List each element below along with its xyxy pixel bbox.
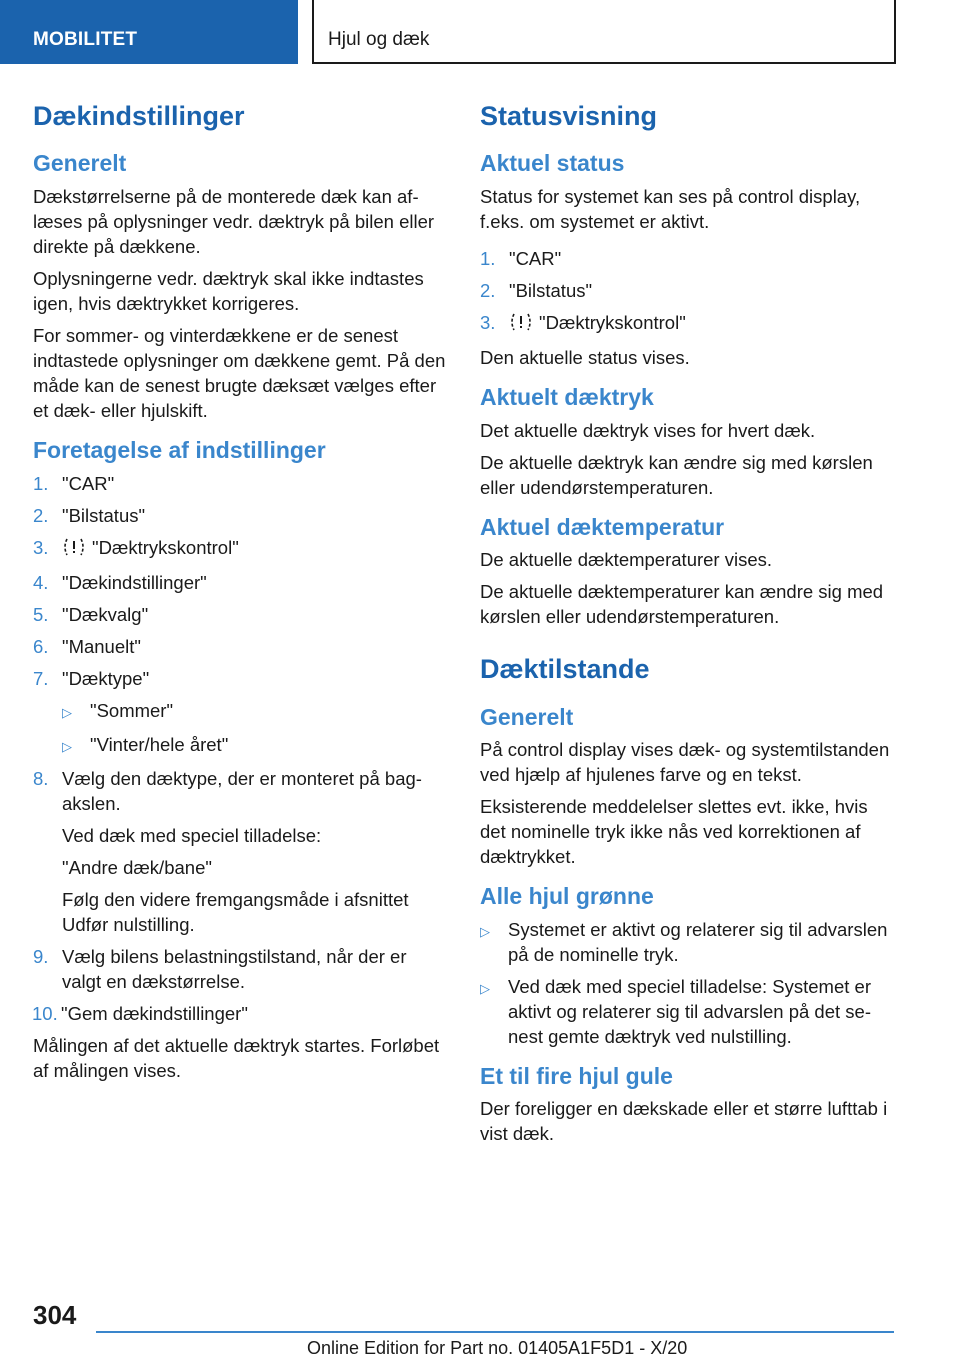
step-number: 3. bbox=[480, 311, 496, 333]
step-text: "Bilstatus" bbox=[62, 504, 146, 526]
step-text: Vælg den dæktype, der er monteret på bagakslen. bbox=[62, 767, 422, 814]
settings-closing: Målingen af det aktuelle dæktryk startes. Forløbet af målingen vises. bbox=[33, 1034, 440, 1081]
step-note: Ved dæk med speciel tilladelse: bbox=[62, 824, 322, 846]
step-number: 3. bbox=[33, 536, 49, 558]
step-text: "Dæktype" bbox=[62, 667, 150, 689]
triangle-bullet-icon: ▷ bbox=[62, 704, 72, 720]
list-item bbox=[33, 666, 448, 691]
chapter-title: Hjul og dæk bbox=[312, 0, 896, 64]
right-column bbox=[480, 100, 895, 1153]
step-number: 2. bbox=[480, 279, 496, 301]
current-pressure-paragraph: De aktuelle dæktryk kan ændre sig med kørslen eller udendørstemperaturen. bbox=[480, 451, 873, 498]
step-number: 6. bbox=[33, 635, 49, 657]
list-item bbox=[33, 634, 448, 659]
list-item: ▷ Ved dæk med speciel tilladelse: Systemet er aktivt og relaterer sig til advarslen på det senest gemte dæktryk ved nulstilling. bbox=[480, 975, 871, 1047]
step-number: 4. bbox=[33, 571, 49, 593]
states-general-heading: Generelt bbox=[480, 703, 574, 730]
list-item: ▷ "Sommer" bbox=[62, 698, 448, 725]
list-item bbox=[480, 310, 895, 338]
step-note: "Andre dæk/bane" bbox=[62, 856, 212, 878]
general-paragraph: For sommer- og vinterdækkene er de senest indtastede oplysninger om dækkene gemt. På den måde kan de senest brugte dæksæt vælges efter et dæk- eller hjulskift. bbox=[33, 324, 446, 421]
step-text: "Dækvalg" bbox=[62, 603, 149, 625]
settings-steps bbox=[33, 471, 448, 691]
step-note: Følg den videre fremgangsmåde i afsnittet Udfør nulstilling. bbox=[62, 888, 409, 935]
settings-heading: Foretagelse af indstillinger bbox=[33, 436, 326, 463]
page-number: 304 bbox=[33, 1300, 77, 1330]
step-text: "Manuelt" bbox=[62, 635, 141, 657]
step-text: "Gem dækindstillinger" bbox=[61, 1002, 248, 1024]
tire-type-options bbox=[33, 698, 448, 759]
current-pressure-heading: Aktuelt dæktryk bbox=[480, 383, 654, 410]
step-text: "Dækindstillinger" bbox=[62, 571, 207, 593]
current-status-heading: Aktuel status bbox=[480, 150, 625, 177]
triangle-bullet-icon: ▷ bbox=[480, 923, 490, 939]
section-tab: MOBILITET bbox=[0, 0, 298, 64]
current-status-steps bbox=[480, 246, 895, 338]
step-number: 5. bbox=[33, 603, 49, 625]
step-number: 1. bbox=[480, 247, 496, 269]
current-status-after: Den aktuelle status vises. bbox=[480, 346, 690, 368]
step-text: "Dæktrykskontrol" bbox=[92, 536, 239, 558]
list-item bbox=[33, 766, 448, 937]
status-display-title: Statusvisning bbox=[480, 101, 658, 131]
list-item bbox=[33, 471, 448, 496]
list-item bbox=[480, 278, 895, 303]
general-paragraph: Oplysningerne vedr. dæktryk skal ikke indtastes igen, hvis dæktrykket korrigeres. bbox=[33, 267, 424, 314]
general-paragraph: Dækstørrelserne på de monterede dæk kan aflæses på oplysninger vedr. dæktryk på bilen eller direkte på dækkene. bbox=[33, 185, 435, 257]
step-text: "CAR" bbox=[62, 472, 115, 494]
current-pressure-paragraph: Det aktuelle dæktryk vises for hvert dæk. bbox=[480, 419, 816, 441]
list-item bbox=[480, 246, 895, 271]
step-number: 9. bbox=[33, 945, 49, 967]
yellow-heading: Et til fire hjul gule bbox=[480, 1062, 673, 1089]
list-item bbox=[33, 1001, 448, 1026]
current-status-intro: Status for systemet kan ses på control display, f.eks. om systemet er aktivt. bbox=[480, 185, 861, 232]
page-header bbox=[0, 0, 960, 66]
all-green-heading: Alle hjul grønne bbox=[480, 883, 654, 910]
yellow-paragraph: Der foreligger en dækskade eller et større lufttab i vist dæk. bbox=[480, 1098, 888, 1145]
states-general-paragraph: På control display vises dæk- og systemtilstanden ved hjælp af hjulenes farve og en tekst. bbox=[480, 739, 890, 786]
list-item: ▷ Systemet er aktivt og relaterer sig til advarslen på de nominelle tryk. bbox=[480, 918, 888, 965]
step-text: "Dæktrykskontrol" bbox=[539, 311, 686, 333]
step-text: "Bilstatus" bbox=[509, 279, 593, 301]
list-item bbox=[33, 503, 448, 528]
list-item bbox=[33, 602, 448, 627]
step-number: 1. bbox=[33, 472, 49, 494]
step-text: Vælg bilens belastningstilstand, når der er valgt en dækstørrelse. bbox=[62, 945, 407, 992]
list-item: ▷ "Vinter/hele året" bbox=[62, 732, 448, 759]
step-number: 8. bbox=[33, 767, 49, 789]
step-number: 10. bbox=[32, 1002, 58, 1024]
footer-divider bbox=[96, 1331, 894, 1333]
triangle-bullet-icon: ▷ bbox=[480, 980, 490, 996]
tire-settings-title: Dækindstillinger bbox=[33, 101, 245, 131]
list-item bbox=[33, 535, 448, 563]
current-temperature-paragraph: De aktuelle dæktemperaturer kan ændre sig med kørslen eller udendørstemperaturen. bbox=[480, 581, 884, 628]
step-number: 7. bbox=[33, 667, 49, 689]
tire-pressure-warning-icon bbox=[62, 537, 86, 563]
tire-states-title: Dæktilstande bbox=[480, 654, 650, 685]
states-general-paragraph: Eksisterende meddelelser slettes evt. ikke, hvis det nominelle tryk ikke nås ved korrektionen af dæktrykket. bbox=[480, 796, 868, 868]
left-column bbox=[33, 100, 448, 1090]
edition-footer: Online Edition for Part no. 01405A1F5D1 - X/20 bbox=[307, 1338, 688, 1358]
list-item bbox=[33, 570, 448, 595]
current-temperature-paragraph: De aktuelle dæktemperaturer vises. bbox=[480, 549, 773, 571]
list-item bbox=[33, 944, 448, 994]
step-number: 2. bbox=[33, 504, 49, 526]
current-temperature-heading: Aktuel dæktemperatur bbox=[480, 513, 725, 540]
all-green-bullets bbox=[480, 917, 895, 1049]
triangle-bullet-icon: ▷ bbox=[62, 738, 72, 754]
step-text: "CAR" bbox=[509, 247, 562, 269]
settings-steps-continued bbox=[33, 766, 448, 1026]
tire-pressure-warning-icon bbox=[509, 312, 533, 338]
general-heading: Generelt bbox=[33, 150, 127, 177]
